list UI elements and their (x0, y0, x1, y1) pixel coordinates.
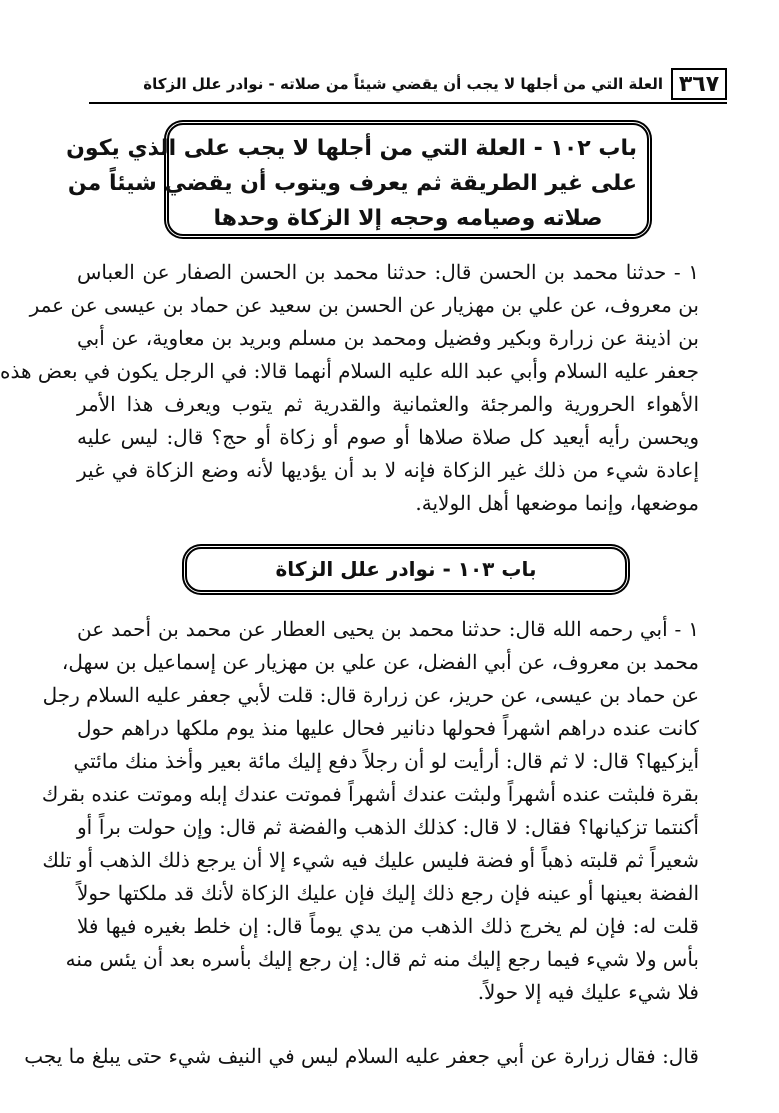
text-line: قال: فقال زرارة عن أبي جعفر عليه السلام ليس في النيف شيء حتى يبلغ ما يجب (24, 1044, 699, 1068)
chapter-103-text (41, 613, 699, 1009)
text-line: فلا شيء عليك فيه إلا حولاً. (477, 980, 699, 1004)
text-line: ١ - حدثنا محمد بن الحسن قال: حدثنا محمد بن الحسن الصفار عن العباس (77, 260, 699, 284)
continuation-text (24, 1040, 699, 1073)
page-number: ٣٦٧ (671, 68, 727, 100)
chapter-102-text (0, 256, 699, 520)
chapter-102-heading-line: على غير الطريقة ثم يعرف ويتوب أن يقضي شيئاً من (67, 171, 637, 196)
chapter-102-heading-line: صلاته وصيامه وحجه إلا الزكاة وحدها (213, 206, 603, 231)
text-line: شعيراً ثم قلبته ذهباً أو فضة فليس عليك فيه شيء إلا أن يرجع ذلك الذهب أو تلك (42, 848, 699, 872)
chapter-102-heading-line: باب ١٠٢ - العلة التي من أجلها لا يجب على الذي يكون (66, 136, 637, 161)
text-line: جعفر عليه السلام وأبي عبد الله عليه السلام أنهما قالا: في الرجل يكون في بعض هذه (0, 359, 699, 383)
page-header (89, 70, 727, 104)
text-line: أيزكيها؟ قال: لا ثم قال: أرأيت لو أن رجلاً دفع إليك مائة بعير وأخذ منك مائتي (73, 749, 699, 773)
text-line: الأهواء الحرورية والمرجئة والعثمانية والقدرية ثم يتوب ويعرف هذا الأمر (77, 392, 699, 416)
running-title: العلة التي من أجلها لا يجب أن يقضي شيئاً من صلاته - نوادر علل الزكاة (143, 75, 663, 93)
text-line: الفضة بعينها أو عينه فإن رجع ذلك إليك فإن عليك الزكاة لأنك قد ملكتها حولاً (77, 881, 699, 905)
chapter-102-heading-box (66, 123, 649, 236)
text-line: أكنتما تزكيانها؟ فقال: لا قال: كذلك الذهب والفضة ثم قال: وإن حولت براً أو (77, 815, 699, 839)
text-line: بقرة فلبثت عنده أشهراً ولبثت عندك أشهراً فموتت عندك إبله وموتت عنده بقرك (41, 782, 699, 806)
text-line: عن حماد بن عيسى، عن حريز، عن زرارة قال: قلت لأبي جعفر عليه السلام رجل (42, 683, 699, 707)
text-line: بن معروف، عن علي بن مهزيار عن الحسن بن سعيد عن حماد بن عيسى عن عمر (29, 293, 699, 317)
text-line: موضعها، وإنما موضعها أهل الولاية. (415, 491, 699, 515)
text-line: محمد بن معروف، عن أبي الفضل، عن علي بن مهزيار عن إسماعيل بن سهل، (61, 650, 699, 674)
chapter-103-heading-box: باب ١٠٣ - نوادر علل الزكاة (185, 547, 627, 592)
text-line: قلت له: فإن لم يخرج ذلك الذهب من يدي يوماً قال: إن خلط بغيره فيها فلا (77, 914, 699, 938)
text-line: ١ - أبي رحمه الله قال: حدثنا محمد بن يحيى العطار عن محمد بن أحمد عن (77, 617, 699, 641)
text-line: بأس ولا شيء فيما رجع إليك منه ثم قال: إن رجع إليك بأسره بعد أن يئس منه (65, 947, 699, 971)
text-line: كانت عنده دراهم اشهراً فحولها دنانير فحال عليها منذ يوم ملكها دراهم حول (77, 716, 699, 740)
text-line: بن اذينة عن زرارة وبكير وفضيل ومحمد بن مسلم وبريد بن معاوية، عن أبي (77, 326, 699, 350)
text-line: ويحسن رأيه أيعيد كل صلاة صلاها أو صوم أو زكاة أو حج؟ قال: ليس عليه (77, 425, 699, 449)
text-line: إعادة شيء من ذلك غير الزكاة فإنه لا بد أن يؤديها لأنه وضع الزكاة في غير (77, 458, 699, 482)
